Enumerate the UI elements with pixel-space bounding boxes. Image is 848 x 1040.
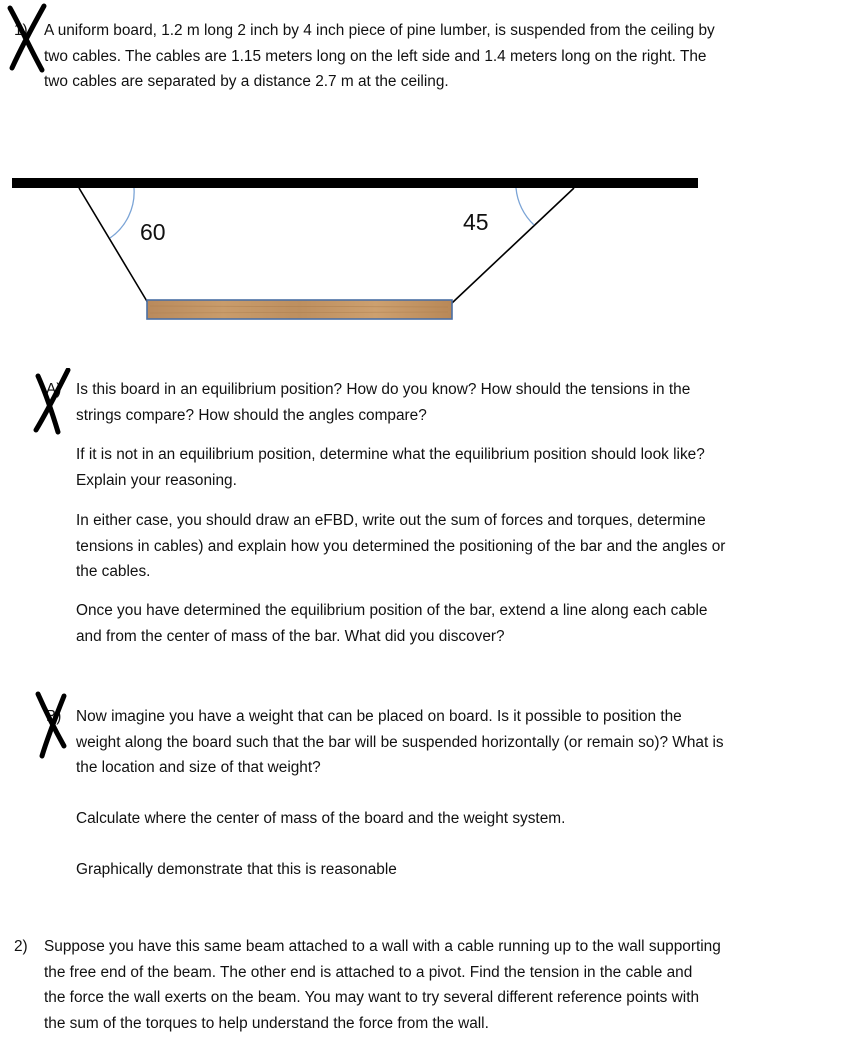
text-line: the sum of the torques to help understand the force from the wall. xyxy=(44,1014,489,1032)
problem-1-number: 1) xyxy=(14,22,28,39)
left-angle-label: 60 xyxy=(140,219,166,245)
right-cable xyxy=(452,188,574,303)
problem-2-number: 2) xyxy=(14,938,28,955)
text-line: Is this board in an equilibrium position? How do you know? How should the tensions in the xyxy=(76,381,691,398)
text-line: weight along the board such that the bar will be suspended horizontally (or remain so)? What is xyxy=(76,733,724,751)
right-angle-arc xyxy=(516,188,534,225)
handwritten-x-mark-1 xyxy=(2,2,50,74)
part-a-label: A) xyxy=(46,381,62,398)
text-line: and from the center of mass of the bar. What did you discover? xyxy=(76,627,505,645)
part-a-paragraph-2 xyxy=(76,442,705,493)
ceiling-bar xyxy=(12,178,698,188)
text-line: Explain your reasoning. xyxy=(76,471,237,489)
part-b-paragraph-2 xyxy=(76,806,565,832)
problem-1-text xyxy=(44,18,715,95)
text-line: the free end of the beam. The other end is attached to a pivot. Find the tension in the cable and xyxy=(44,963,693,981)
part-a-paragraph-4 xyxy=(76,598,707,649)
text-line: Once you have determined the equilibrium position of the bar, extend a line along each cable xyxy=(76,602,708,619)
part-a-paragraph-1 xyxy=(76,377,690,428)
problem-2-text xyxy=(44,934,721,1036)
part-b-label: B) xyxy=(46,708,62,725)
suspended-board-diagram xyxy=(0,160,848,330)
left-angle-arc xyxy=(110,188,134,238)
problem-1-line: two cables. The cables are 1.15 meters long on the left side and 1.4 meters long on the right. The xyxy=(44,47,707,65)
problem-1-line: A uniform board, 1.2 m long 2 inch by 4 inch piece of pine lumber, is suspended from the ceiling by xyxy=(44,22,715,39)
part-b-paragraph-3 xyxy=(76,857,397,883)
problem-1-line: two cables are separated by a distance 2.7 m at the ceiling. xyxy=(44,73,449,90)
text-line: tensions in cables) and explain how you determined the positioning of the bar and the angles or xyxy=(76,537,726,555)
text-line: the cables. xyxy=(76,563,151,580)
text-line: Suppose you have this same beam attached to a wall with a cable running up to the wall supporting xyxy=(44,938,721,955)
text-line: Now imagine you have a weight that can be placed on board. Is it possible to position the xyxy=(76,708,682,725)
part-a-paragraph-3 xyxy=(76,508,725,585)
text-line: In either case, you should draw an eFBD, write out the sum of forces and torques, determine xyxy=(76,512,706,529)
part-b-paragraph-1 xyxy=(76,704,724,781)
text-line: Graphically demonstrate that this is reasonable xyxy=(76,861,397,878)
text-line: If it is not in an equilibrium position, determine what the equilibrium position should look like? xyxy=(76,446,705,463)
handwritten-x-mark-a xyxy=(28,368,74,436)
pine-board xyxy=(147,300,452,319)
left-cable xyxy=(79,188,148,303)
text-line: strings compare? How should the angles compare? xyxy=(76,406,427,424)
text-line: the force the wall exerts on the beam. You may want to try several different reference points with xyxy=(44,989,700,1006)
handwritten-x-mark-b xyxy=(30,688,74,760)
text-line: Calculate where the center of mass of the board and the weight system. xyxy=(76,810,566,827)
right-angle-label: 45 xyxy=(463,209,489,235)
text-line: the location and size of that weight? xyxy=(76,759,321,776)
